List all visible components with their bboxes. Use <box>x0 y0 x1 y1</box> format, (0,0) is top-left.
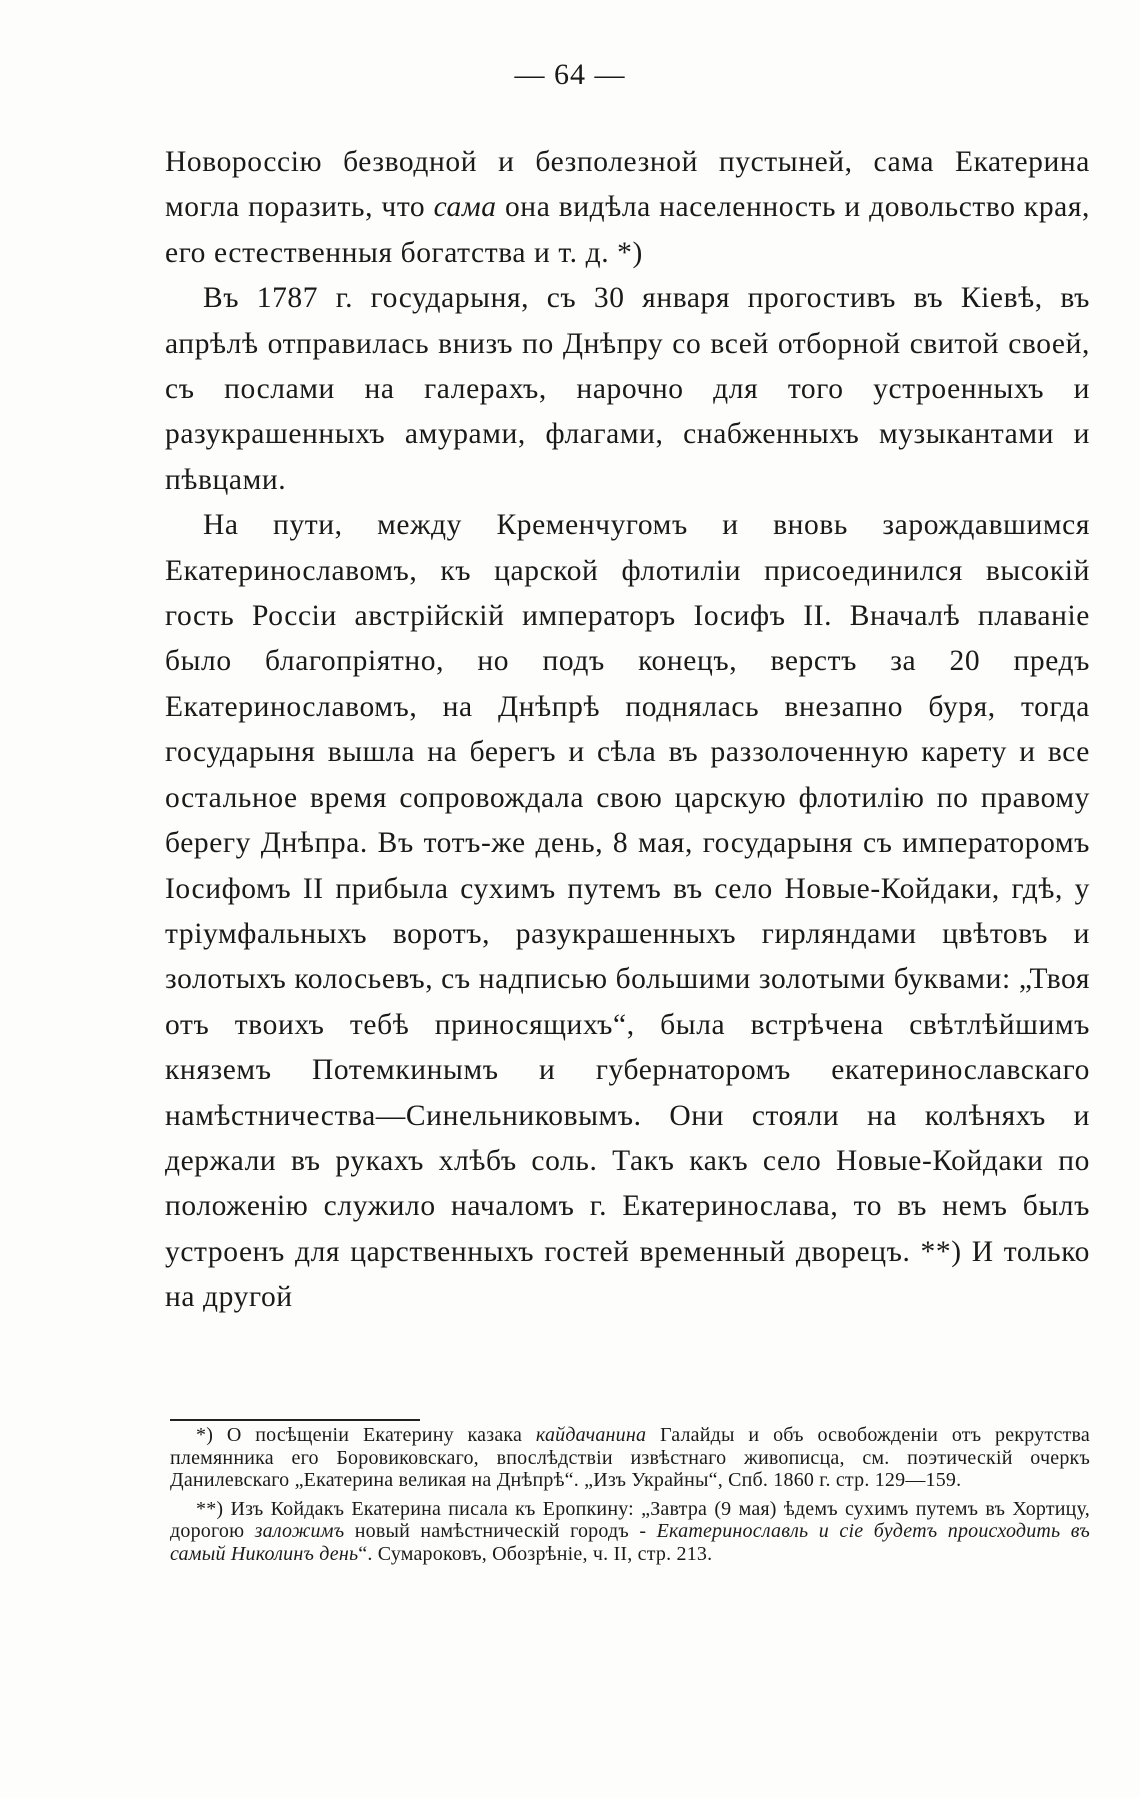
paragraph-1 <box>165 140 1090 276</box>
paragraph-3: На пути, между Кременчугомъ и вновь зарождавшимся Екатеринославомъ, къ царской флотиліи присоединился высокій гость Россіи австрійскій императоръ Іосифъ II. Вначалѣ плаваніе было благопріятно, но подъ конецъ, верстъ за 20 предъ Екатеринославомъ, на Днѣпрѣ поднялась внезапно буря, тогда государыня вышла на берегъ и сѣла въ раззолоченную карету и все остальное время сопровождала свою царскую флотилію по правому берегу Днѣпра. Въ тотъ-же день, 8 мая, государыня съ императоромъ Іосифомъ II прибыла сухимъ путемъ въ село Новые-Койдаки, гдѣ, у тріумфальныхъ воротъ, разукрашенныхъ гирляндами цвѣтовъ и золотыхъ колосьевъ, съ надписью большими золотыми буквами: „Твоя отъ твоихъ тебѣ приносящихъ“, была встрѣчена свѣтлѣйшимъ княземъ Потемкинымъ и губернаторомъ екатеринославскаго намѣстничества—Синельниковымъ. Они стояли на колѣняхъ и держали въ рукахъ хлѣбъ соль. Такъ какъ село Новые-Койдаки по положенію служило началомъ г. Екатеринослава, то въ немъ былъ устроенъ для царственныхъ гостей временный дворецъ. **) И только на другой <box>165 509 1090 1314</box>
footnote-divider <box>170 1419 420 1421</box>
main-text <box>165 140 1090 1321</box>
footnote-1-text-end: Галайды и объ освобожденіи отъ рекрутства племянника его Боровиковскаго, впослѣдствіи извѣстнаго живописца, см. поэтическій очеркъ Данилевскаго „Екатерина великая на Днѣпрѣ“. „Изъ Украйны“, Спб. 1860 г. стр. 129—159. <box>170 1424 1090 1491</box>
emphasis-zalozhim: заложимъ <box>254 1520 345 1542</box>
footnote-2-text-end: “. Сумароковъ, Обозрѣніе, ч. II, стр. 213. <box>358 1542 713 1565</box>
footnote-1 <box>170 1424 1090 1492</box>
paragraph-1-text: Новороссію безводной и безполезной пустыней, сама Екатерина могла поразить, что <box>165 146 1090 224</box>
paragraph-1-text-end: она видѣла населенность и довольство края, его естественныя богатства и т. д. *) <box>165 191 1091 269</box>
footnote-2 <box>170 1498 1090 1566</box>
emphasis-quote: Екатеринославль и сіе будетъ происходить въ самый Николинъ день <box>170 1520 1090 1565</box>
page-number: — 64 — <box>514 58 626 91</box>
emphasis-kaydachanina: кайдачанина <box>535 1424 647 1446</box>
footnote-2-text-mid: новый намѣстническій городъ - <box>344 1520 657 1542</box>
emphasis-sama: сама <box>433 191 497 224</box>
footnote-1-text: *) О посѣщеніи Екатерину казака <box>196 1424 536 1446</box>
paragraph-2: Въ 1787 г. государыня, съ 30 января прогостивъ въ Кіевѣ, въ апрѣлѣ отправилась внизъ по Днѣпру со всей отборной свитой своей, съ послами на галерахъ, нарочно для того устроенныхъ и разукрашенныхъ амурами, флагами, снабженныхъ музыкантами и пѣвцами. <box>165 282 1090 496</box>
footnotes <box>170 1424 1090 1571</box>
footnote-2-text: **) Изъ Койдакъ Екатерина писала къ Еропкину: „Завтра (9 мая) ѣдемъ сухимъ путемъ въ Хортицу, дорогою <box>170 1497 1090 1542</box>
